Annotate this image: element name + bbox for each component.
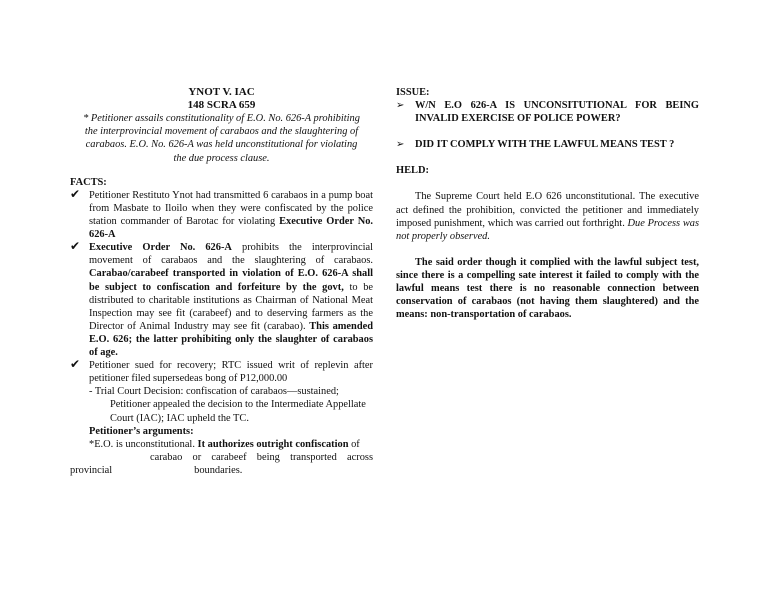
facts-heading: FACTS: xyxy=(70,176,107,188)
arrow-bullet-icon: ➢ xyxy=(396,100,405,112)
held-1-text: The Supreme Court held E.O 626 unconstitutional. The executive act defined the prohibition, convicted the petitioner and immediately imposed punishment, which was carried out forthright. xyxy=(396,191,699,229)
argument-word: carabeef xyxy=(211,451,247,463)
argument-line-3 xyxy=(70,464,373,477)
checkmark-icon: ✔ xyxy=(70,239,81,254)
fact-item-3 xyxy=(70,359,373,385)
issue-heading: ISSUE: xyxy=(396,87,430,98)
argument-word: being xyxy=(256,451,280,463)
checkmark-icon: ✔ xyxy=(70,186,81,201)
fact-1-bold: Executive Order No. 626-A xyxy=(89,216,373,241)
argument-word: across xyxy=(347,451,373,463)
argument-bold: It authorizes outright confiscation xyxy=(197,438,349,450)
argument-word: carabao xyxy=(150,451,183,463)
left-column xyxy=(70,86,373,477)
right-column xyxy=(396,86,699,321)
argument-word: or xyxy=(192,451,202,463)
fact-2-text-2: to be distributed to charitable institutions as Chairman of National Meat Inspection may see fit (carabeef) and to deserving farmers as the Director of Animal Industry may see fit (carabao). xyxy=(89,281,373,332)
fact-2-bold-end: This amended E.O. 626; the latter prohibiting only the slaughter of carabaos of age. xyxy=(89,320,373,359)
argument-post: of xyxy=(348,438,360,450)
argument-word: provincial xyxy=(70,464,113,476)
held-paragraph-1 xyxy=(396,190,699,242)
fact-1-text: Petitioner Restituto Ynot had transmitted 6 carabaos in a pump boat from Masbate to Iloilo when they were confiscated by the police station commander of Barotac for violating xyxy=(89,189,373,228)
case-summary: * Petitioner assails constitutionality of E.O. No. 626-A prohibiting the interprovincial movement of carabaos and the slaughtering of carabaos. E.O. No. 626-A was held unconstitutional for violating the due process clause. xyxy=(83,113,360,164)
appeal-note: Petitioner appealed the decision to the Intermediate Appellate Court (IAC); IAC upheld the TC. xyxy=(110,399,366,424)
issue-item-2 xyxy=(396,138,699,151)
case-title: YNOT V. IAC xyxy=(188,86,255,98)
trial-court-decision: - Trial Court Decision: confiscation of carabaos—sustained; xyxy=(89,386,339,398)
held-paragraph-2: The said order though it complied with the lawful subject test, since there is a compelling sate interest it failed to comply with the lawful means test there is no reasonable connection between conservation of carabaos (not having them slaughtered) and the means: non-transportation of carabaos. xyxy=(396,256,699,321)
case-citation: 148 SCRA 659 xyxy=(187,99,256,111)
fact-item-2 xyxy=(70,241,373,359)
fact-2-text-1: prohibits the interprovincial movement of carabaos and the slaughtering of carabaos. xyxy=(89,242,373,267)
checkmark-icon: ✔ xyxy=(70,357,81,372)
argument-line-2 xyxy=(150,451,373,464)
held-1-italic: Due Process was not properly observed. xyxy=(396,217,699,242)
fact-item-1 xyxy=(70,186,373,241)
arguments-heading: Petitioner’s arguments: xyxy=(89,425,194,437)
arrow-bullet-icon: ➢ xyxy=(396,139,405,151)
issue-item-1 xyxy=(396,99,699,125)
argument-line xyxy=(89,438,373,451)
argument-word: boundaries. xyxy=(194,464,243,476)
issue-2-text: DID IT COMPLY WITH THE LAWFUL MEANS TEST ? xyxy=(415,139,675,151)
issue-1-text: W/N E.O 626-A IS UNCONSITUTIONAL FOR BEING INVALID EXERCISE OF POLICE POWER? xyxy=(415,100,699,125)
argument-pre: *E.O. is unconstitutional. xyxy=(89,438,198,450)
fact-3-text: Petitioner sued for recovery; RTC issued writ of replevin after petitioner filed supersedeas bong of P12,000.00 xyxy=(89,360,373,385)
fact-2-bold-lead: Executive Order No. 626-A xyxy=(89,242,232,254)
held-heading: HELD: xyxy=(396,165,429,177)
argument-word: transported xyxy=(290,451,337,463)
fact-2-bold-mid: Carabao/carabeef transported in violation of E.O. 626-A shall be subject to confiscation and forfeiture by the govt, xyxy=(89,268,373,293)
